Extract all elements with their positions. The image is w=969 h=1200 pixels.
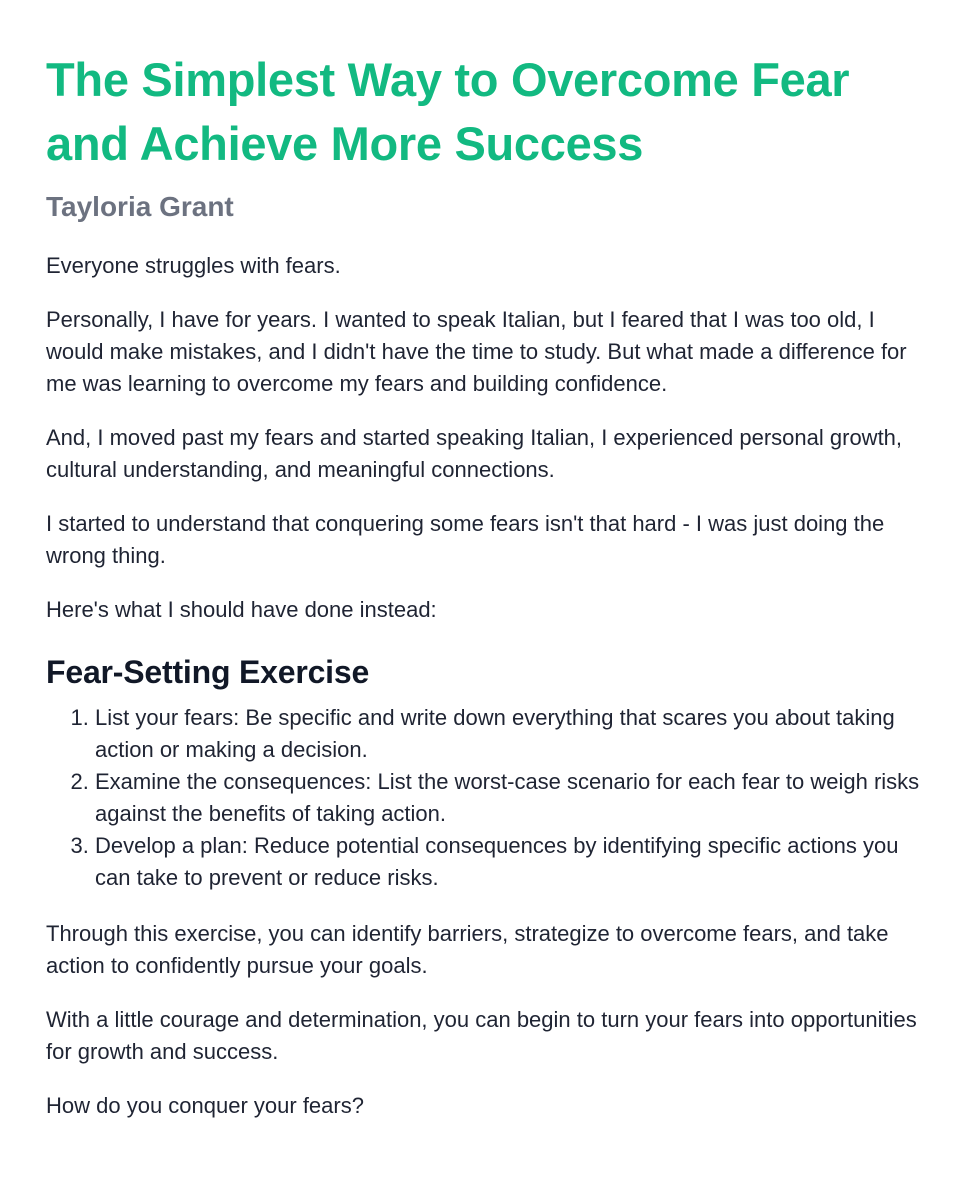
- list-item: 3. Develop a plan: Reduce potential consequences by identifying specific actions you can take to prevent or reduce risks.: [95, 830, 929, 894]
- section-heading: Fear-Setting Exercise: [46, 654, 370, 690]
- closing-paragraph: With a little courage and determination, you can begin to turn your fears into opportunities for growth and success.: [46, 1007, 917, 1064]
- list-item: 2. Examine the consequences: List the worst-case scenario for each fear to weigh risks against the benefits of taking action.: [95, 766, 929, 830]
- intro-paragraph: Personally, I have for years. I wanted to speak Italian, but I feared that I was too old, I would make mistakes, and I didn't have the time to study. But what made a difference for me was learning to overcome my fears and building confidence.: [46, 307, 907, 396]
- list-item: 1. List your fears: Be specific and write down everything that scares you about taking action or making a decision.: [95, 702, 929, 766]
- steps-list: [46, 702, 929, 894]
- intro-paragraph: And, I moved past my fears and started speaking Italian, I experienced personal growth, cultural understanding, and meaningful connections.: [46, 425, 903, 482]
- intro-paragraph: Here's what I should have done instead:: [46, 597, 437, 622]
- closing-question: How do you conquer your fears?: [46, 1093, 364, 1118]
- author-name: Tayloria Grant: [46, 191, 234, 222]
- intro-paragraph: I started to understand that conquering some fears isn't that hard - I was just doing the wrong thing.: [46, 511, 885, 568]
- closing-paragraph: Through this exercise, you can identify barriers, strategize to overcome fears, and take action to confidently pursue your goals.: [46, 921, 889, 978]
- intro-paragraph: Everyone struggles with fears.: [46, 253, 341, 278]
- article-title: The Simplest Way to Overcome Fear and Achieve More Success: [46, 53, 850, 170]
